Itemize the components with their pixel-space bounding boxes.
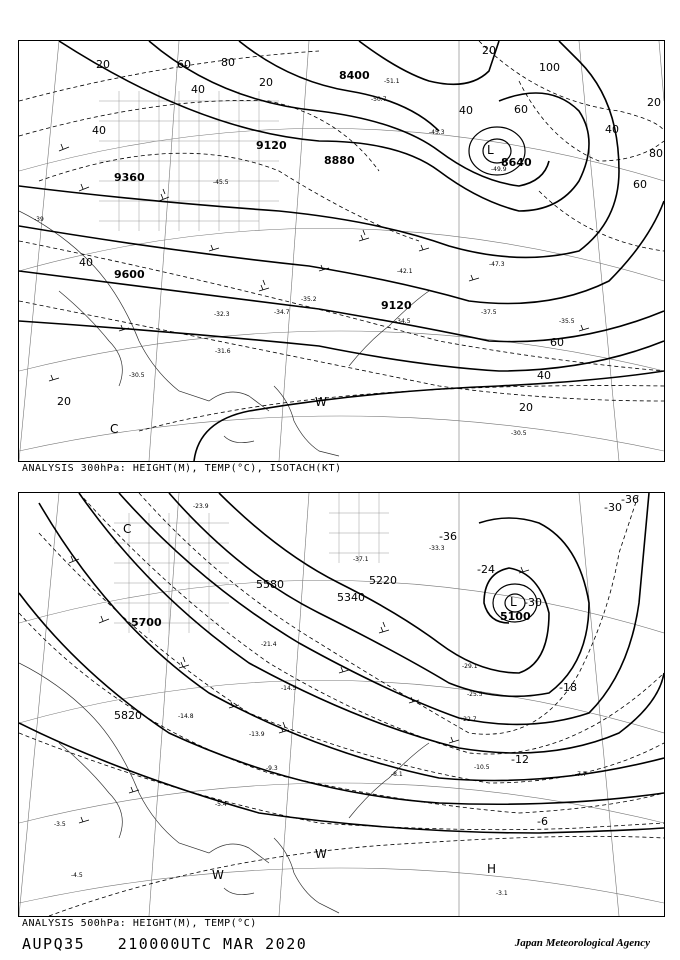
temp-label: -49.9 xyxy=(491,166,507,173)
isotach-label: 60 xyxy=(514,103,528,116)
isotach-label: 40 xyxy=(79,256,93,269)
temp-label: -23.9 xyxy=(193,503,209,510)
height-label: 5340 xyxy=(337,591,365,604)
temp-label: -51.1 xyxy=(384,78,400,85)
isotherm-label: -6 xyxy=(537,815,548,828)
height-label: 9600 xyxy=(114,268,145,281)
isotach-label: 60 xyxy=(550,336,564,349)
isotach-label: 40 xyxy=(537,369,551,382)
temp-label: -32.3 xyxy=(214,311,230,318)
chart-500hpa xyxy=(18,492,665,917)
temp-label: -30.5 xyxy=(129,372,145,379)
temp-label: -5.4 xyxy=(215,801,227,808)
isotherm-label: -12 xyxy=(511,753,529,766)
isotach-label: 20 xyxy=(519,401,533,414)
temp-label: -37.5 xyxy=(481,309,497,316)
low-symbol: L xyxy=(510,595,517,609)
temp-label: -34.5 xyxy=(395,318,411,325)
temp-label: -22.7 xyxy=(461,716,477,723)
isotach-label: 20 xyxy=(482,44,496,57)
chart-300hpa xyxy=(18,40,665,462)
caption-500hpa: ANALYSIS 500hPa: HEIGHT(M), TEMP(°C) xyxy=(22,918,257,929)
height-label: 5220 xyxy=(369,574,397,587)
temp-label: -34.7 xyxy=(274,309,290,316)
temp-label: -9.3 xyxy=(266,765,278,772)
isotherm-label: -18 xyxy=(559,681,577,694)
height-label: 8400 xyxy=(339,69,370,82)
caption-300hpa: ANALYSIS 300hPa: HEIGHT(M), TEMP(°C), ISOTACH(KT) xyxy=(22,463,342,474)
temp-label: -21.4 xyxy=(261,641,277,648)
isotach-label: 100 xyxy=(539,61,560,74)
isotach-label: 40 xyxy=(459,104,473,117)
isotach-label: 60 xyxy=(177,58,191,71)
warm-symbol: W xyxy=(315,847,327,861)
height-label: 9120 xyxy=(381,299,412,312)
isotherm-label: -30 xyxy=(604,501,622,514)
isotach-label: 20 xyxy=(96,58,110,71)
height-label: 5580 xyxy=(256,578,284,591)
temp-label: -37.1 xyxy=(353,556,369,563)
isotach-label: 40 xyxy=(191,83,205,96)
temp-label: -3.5 xyxy=(54,821,66,828)
isotherm-label: -24 xyxy=(477,563,495,576)
temp-label: -29.1 xyxy=(462,663,478,670)
chart-code: AUPQ35 xyxy=(22,935,86,953)
temp-label: -33.3 xyxy=(429,545,445,552)
temp-label: -31.6 xyxy=(215,348,231,355)
height-label: 8640 xyxy=(501,156,532,169)
height-label: 5820 xyxy=(114,709,142,722)
warm-symbol: W xyxy=(212,868,224,882)
isotach-label: 20 xyxy=(647,96,661,109)
map-500hpa xyxy=(19,493,664,916)
isotach-shading xyxy=(99,91,279,231)
temp-label: -4.5 xyxy=(71,872,83,879)
isotherm-label: -36 xyxy=(439,530,457,543)
chart-footer xyxy=(22,935,329,953)
agency-name: Japan Meteorological Agency xyxy=(514,937,650,949)
height-label: 8880 xyxy=(324,154,355,167)
isotach-label: 60 xyxy=(633,178,647,191)
height-contours xyxy=(19,493,664,833)
cold-symbol: C xyxy=(110,422,119,436)
isotherm-label: -30 xyxy=(524,596,542,609)
temp-label: -50.7 xyxy=(371,96,387,103)
temp-label: -13.9 xyxy=(249,731,265,738)
temp-label: -14.5 xyxy=(281,685,297,692)
temp-label: -10.5 xyxy=(474,764,490,771)
analysis-time: 210000UTC MAR 2020 xyxy=(117,935,308,953)
height-label: 9360 xyxy=(114,171,145,184)
temp-label: -35.2 xyxy=(301,296,317,303)
height-label: 5100 xyxy=(500,610,531,623)
temp-label: -42.1 xyxy=(397,268,413,275)
temp-label: -8.1 xyxy=(391,771,403,778)
height-label: 9120 xyxy=(256,139,287,152)
height-contours xyxy=(19,41,664,461)
isotherm-lines xyxy=(19,493,664,916)
isotach-label: 80 xyxy=(649,147,663,160)
isotherm-label: -36 xyxy=(621,493,639,506)
temp-label: -39 xyxy=(34,216,44,223)
isotach-label: 20 xyxy=(57,395,71,408)
isotach-label: 40 xyxy=(605,123,619,136)
low-symbol: L xyxy=(487,143,494,157)
warm-symbol: W xyxy=(315,395,327,409)
isotach-label: 20 xyxy=(259,76,273,89)
graticule xyxy=(19,493,664,916)
temp-label: -45.3 xyxy=(429,129,445,136)
temp-label: -30.5 xyxy=(511,430,527,437)
height-label: 5700 xyxy=(131,616,162,629)
temp-label: -47.3 xyxy=(489,261,505,268)
isotach-label: 40 xyxy=(92,124,106,137)
isotach-lines xyxy=(19,41,664,431)
temp-label: -35.5 xyxy=(559,318,575,325)
map-300hpa xyxy=(19,41,664,461)
temp-label: -7.7 xyxy=(575,771,587,778)
temp-label: -25.5 xyxy=(467,691,483,698)
temp-label: -3.1 xyxy=(496,890,508,897)
temp-label: -45.5 xyxy=(213,179,229,186)
cold-symbol: C xyxy=(123,522,132,536)
high-symbol: H xyxy=(487,862,497,876)
isotach-label: 80 xyxy=(221,56,235,69)
temp-label: -14.8 xyxy=(178,713,194,720)
